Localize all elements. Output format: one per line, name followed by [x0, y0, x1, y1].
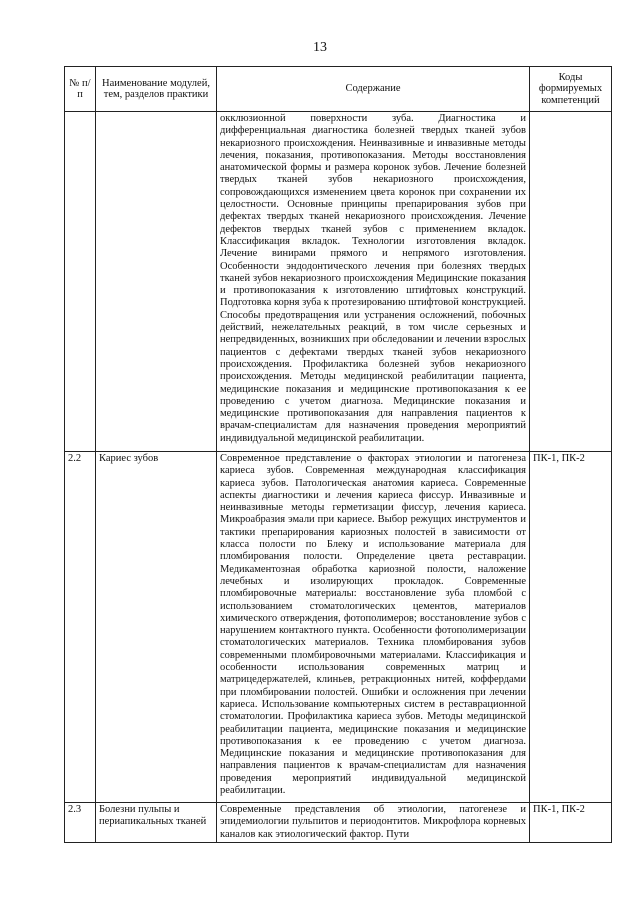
page-number: 13 — [313, 40, 327, 55]
row-codes: ПК-1, ПК-2 — [530, 452, 612, 803]
table-row — [65, 452, 612, 803]
header-content: Содержание — [217, 67, 530, 112]
row-name: Болезни пульпы и периапикальных тканей — [96, 803, 217, 843]
table-header-row — [65, 67, 612, 112]
curriculum-table — [64, 66, 612, 843]
row-content — [217, 803, 530, 843]
row-num — [65, 112, 96, 452]
row-name: Кариес зубов — [96, 452, 217, 803]
row-codes: ПК-1, ПК-2 — [530, 803, 612, 843]
header-num: № п/п — [65, 67, 96, 112]
row-codes — [530, 112, 612, 452]
header-name: Наименование модулей, тем, разделов практики — [96, 67, 217, 112]
row-content-text: окклюзионной поверхности зуба. Диагностика и дифференциальная диагностика болезней твердых тканей зубов некариозного происхождения. Неинвазивные и инвазивные методы лечения, показания, противопоказания. Методы восстановления анатомической формы и размера коронок зубов. Лечение болезней твердых тканей зубов некариозного происхождения, сопровождающихся изменением цвета коронок при сохранении их целостности. Основные принципы препарирования зубов при дефектах твердых тканей некариозного происхождения. Лечение дефектов твердых тканей зубов с применением вкладок. Классификация вкладок. Технологии изготовления вкладок. Лечение винирами прямого и непрямого изготовления. Особенности эндодонтического лечения при болезнях твердых тканей зубов некариозного происхождения Медицинские показания и противопоказания к изготовлению штифтовых конструкций. Подготовка корня зуба к протезированию штифтовой конструкцией. Способы предотвращения или устранения осложнений, побочных действий, нежелательных реакций, в том числе серьезных и непредвиденных, возникших при обследовании и лечении взрослых пациентов с дефектами твердых тканей зубов некариозного происхождения. Профилактика болезней зубов некариозного происхождения. Методы медицинской реабилитации пациента, медицинские показания и медицинские противопоказания к ее проведению с учетом диагноза. Медицинские показания и медицинские противопоказания для направления пациентов к врачам-специалистам для назначения проведения мероприятий индивидуальной медицинской реабилитации. — [220, 113, 526, 444]
row-name — [96, 112, 217, 452]
row-content-text: Современные представления об этиологии, патогенезе и эпидемиологии пульпитов и периодонтитов. Микрофлора корневых каналов как этиологический фактор. Пути — [220, 804, 526, 840]
header-codes: Коды формируемых компетенций — [530, 67, 612, 112]
table-row — [65, 803, 612, 843]
table-row — [65, 112, 612, 452]
row-num: 2.2 — [65, 452, 96, 803]
row-content-text: Современное представление о факторах этиологии и патогенеза кариеса зубов. Современная международная классификация кариеса зубов. Патологическая анатомия кариеса. Современные аспекты диагностики и лечения кариеса фиссур. Инвазивные и неинвазивные методы герметизации фиссур, лечения кариеса. Микроабразия эмали при кариесе. Выбор режущих инструментов и тактики препарирования кариозных полостей в зависимости от класса полости по Блеку и использование материала для пломбирования полости. Определение цвета реставрации. Медикаментозная обработка кариозной полости, наложение лечебных и изолирующих прокладок. Современные пломбировочные материалы: восстановление зуба пломбой с использованием стоматологических цементов, материалов химического отверждения, фотополимеров; восстановление зубов с нарушением контактного пункта. Особенности фотополимеризации стоматологических материалов. Техника пломбирования зубов современными пломбировочными материалами. Классификация и особенности использования современных матриц и матрицедержателей, клиньев, ретракционных нитей, коффердами при пломбировании полостей. Ошибки и осложнения при лечении кариеса. Использование компьютерных систем в реставрационной стоматологии. Профилактика кариеса зубов. Методы медицинской реабилитации пациента, медицинские показания и медицинские противопоказания к ее проведению с учетом диагноза. Медицинские показания и медицинские противопоказания для направления пациентов к врачам-специалистам для назначения проведения мероприятий индивидуальной медицинской реабилитации. — [220, 453, 526, 797]
row-content — [217, 452, 530, 803]
row-content — [217, 112, 530, 452]
row-num: 2.3 — [65, 803, 96, 843]
